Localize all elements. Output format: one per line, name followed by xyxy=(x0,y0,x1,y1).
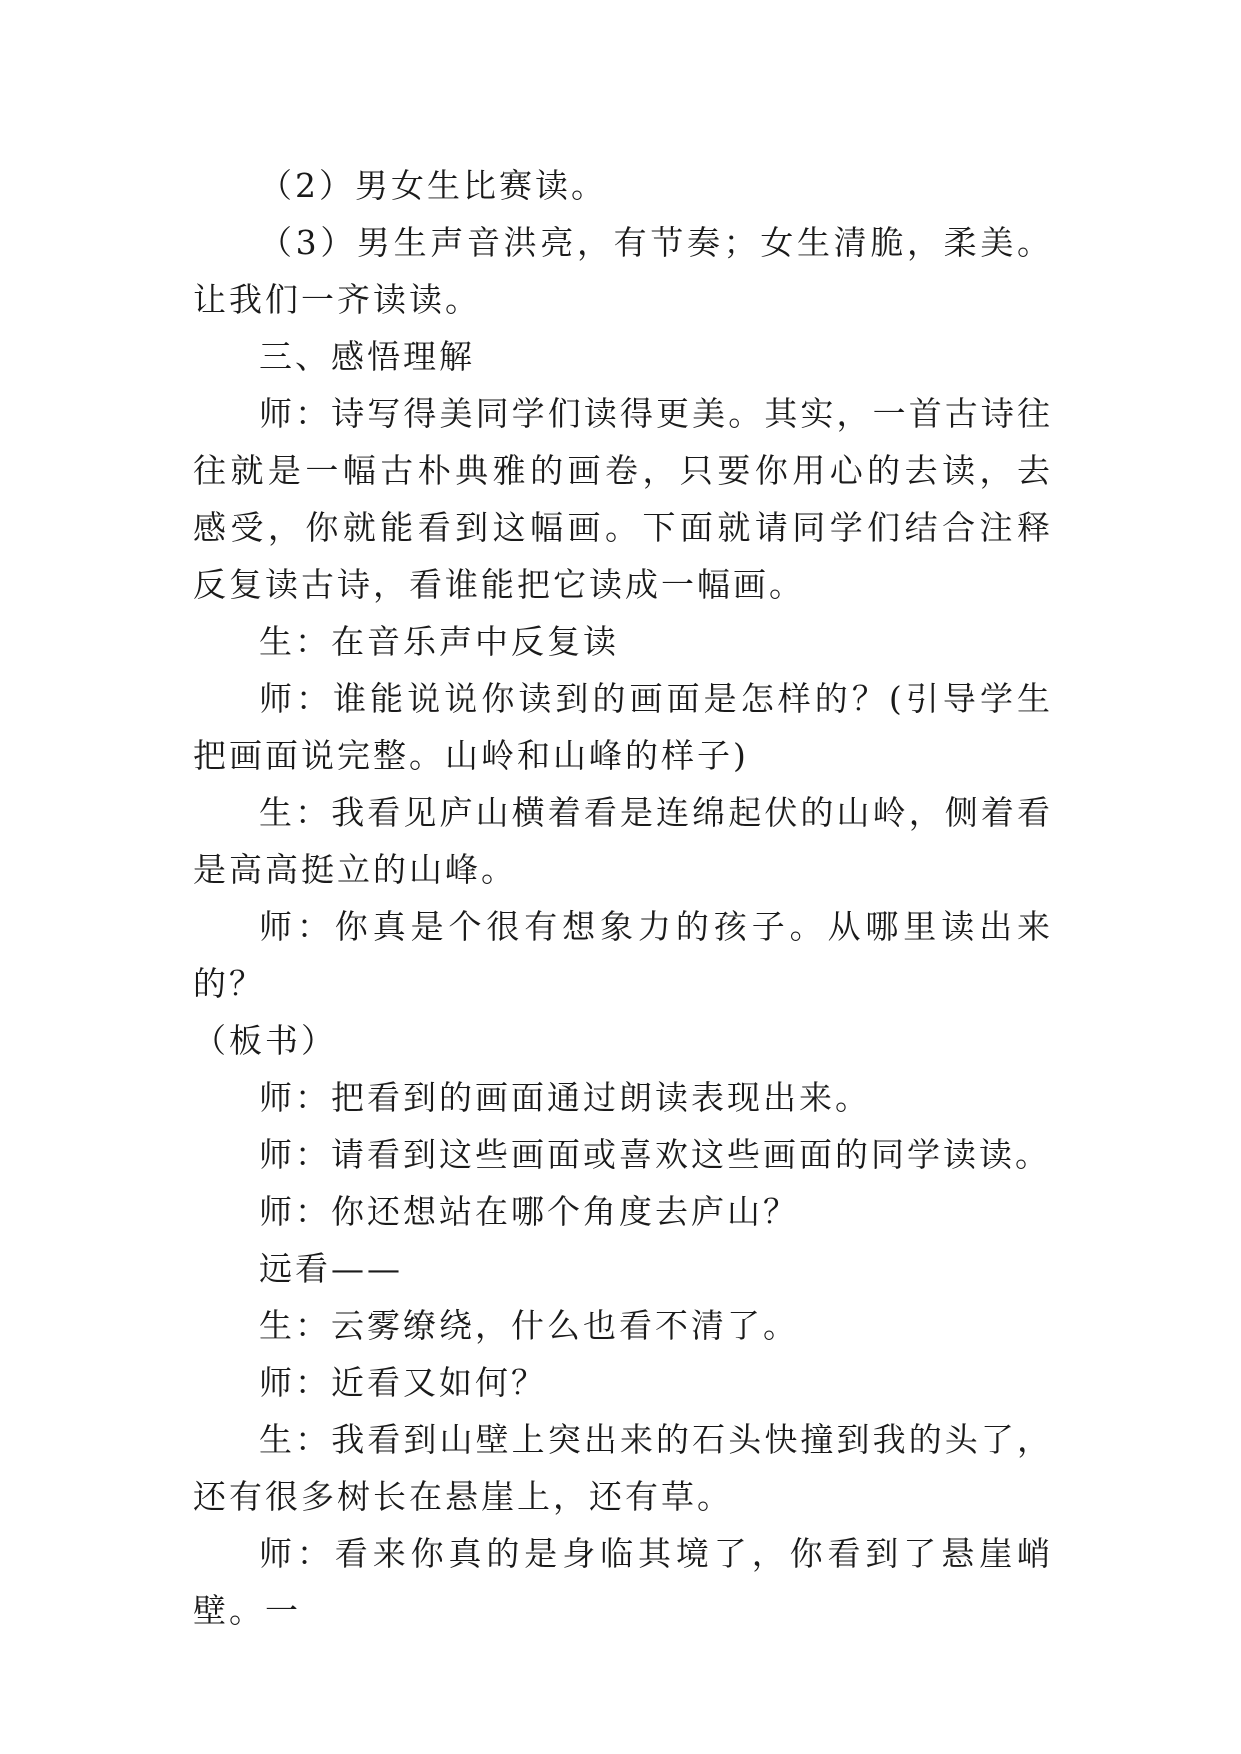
paragraph-voice-description: （3）男生声音洪亮，有节奏；女生清脆，柔美。让我们一齐读读。 xyxy=(193,223,1053,319)
paragraph-teacher-question: 师：谁能说说你读到的画面是怎样的？(引导学生把画面说完整。山岭和山峰的样子) xyxy=(193,679,1053,775)
paragraph-student-clouds: 生：云雾缭绕，什么也看不清了。 xyxy=(259,1306,799,1345)
paragraph-teacher-conclusion: 师：看来你真的是身临其境了，你看到了悬崖峭壁。一 xyxy=(193,1534,1053,1630)
paragraph-student-answer: 生：我看见庐山横着看是连绵起伏的山岭，侧着看是高高挺立的山峰。 xyxy=(193,793,1053,889)
paragraph-board-note: （板书） xyxy=(193,1021,337,1060)
paragraph-teacher-praise: 师：你真是个很有想象力的孩子。从哪里读出来的？ xyxy=(193,907,1053,1003)
paragraph-student-cliff: 生：我看到山壁上突出来的石头快撞到我的头了，还有很多树长在悬崖上，还有草。 xyxy=(193,1420,1053,1516)
document-body xyxy=(193,157,1053,1639)
paragraph-student-reading: 生：在音乐声中反复读 xyxy=(259,622,619,661)
paragraph-teacher-intro: 师：诗写得美同学们读得更美。其实，一首古诗往往就是一幅古朴典雅的画卷，只要你用心的去读，去感受，你就能看到这幅画。下面就请同学们结合注释反复读古诗，看谁能把它读成一幅画。 xyxy=(193,394,1053,604)
paragraph-reading-contest: （2）男女生比赛读。 xyxy=(259,166,607,205)
paragraph-teacher-invite: 师：请看到这些画面或喜欢这些画面的同学读读。 xyxy=(259,1135,1051,1174)
section-heading-understanding: 三、感悟理解 xyxy=(259,337,475,376)
paragraph-far-view: 远看—— xyxy=(259,1249,403,1288)
paragraph-teacher-angle: 师：你还想站在哪个角度去庐山？ xyxy=(259,1192,799,1231)
paragraph-teacher-near: 师：近看又如何？ xyxy=(259,1363,547,1402)
paragraph-teacher-read-aloud: 师：把看到的画面通过朗读表现出来。 xyxy=(259,1078,871,1117)
